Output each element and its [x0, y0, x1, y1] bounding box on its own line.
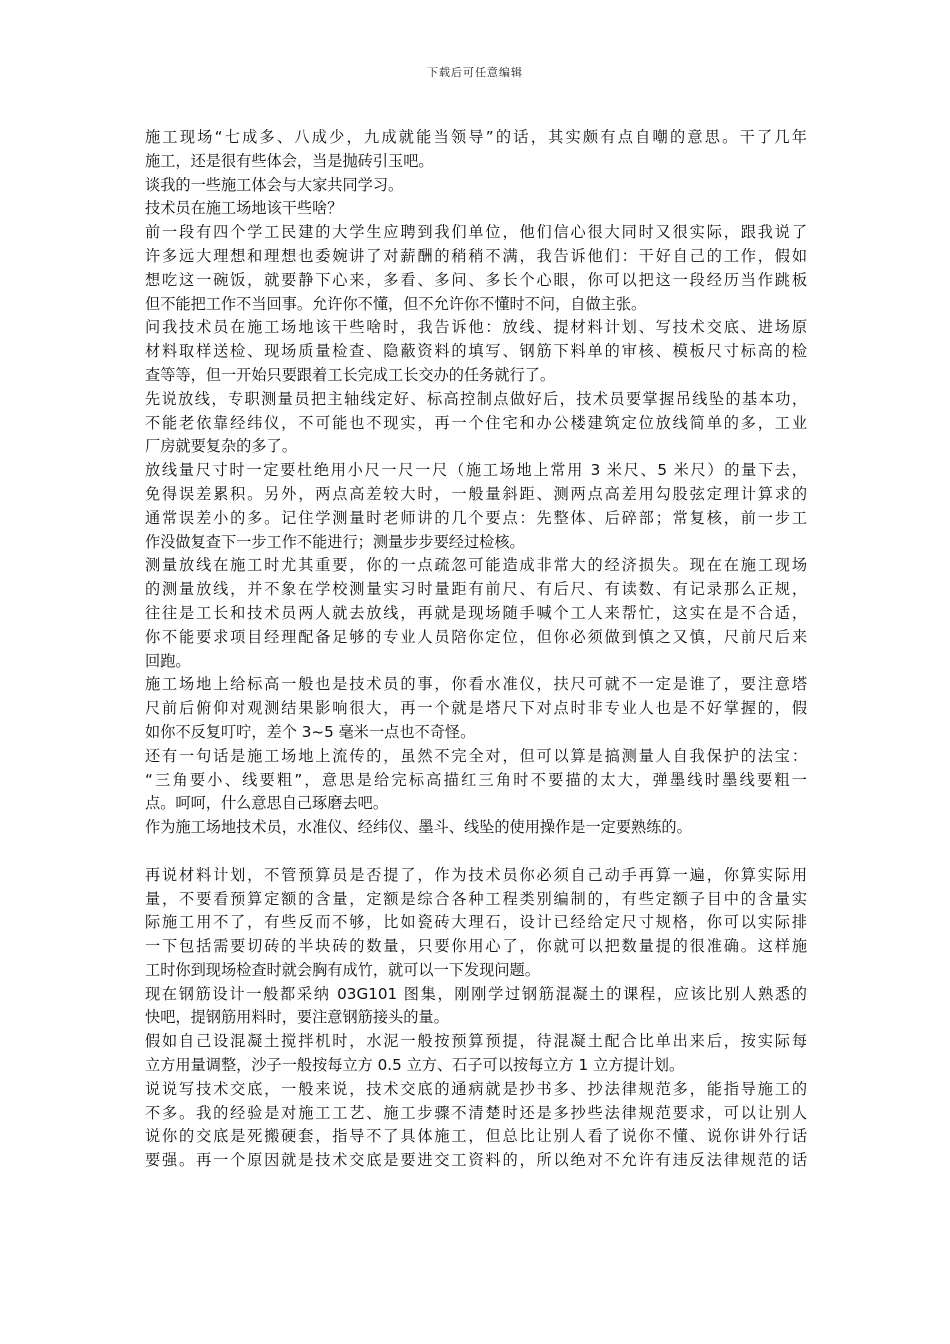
text-line: 作没做复查下一步工作不能进行；测量步步要经过检核。	[145, 532, 525, 551]
text-line: 问我技术员在施工场地该干些啥时，我告诉他：放线、提材料计划、写技术交底、进场原	[145, 318, 807, 337]
document-body	[145, 126, 807, 1173]
page-header: 下载后可任意编辑	[427, 66, 523, 79]
text-line: 不能老依靠经纬仪，不可能也不现实，再一个住宅和办公楼建筑定位放线简单的多，工业	[145, 413, 807, 432]
text-line: 往往是工长和技术员两人就去放线，再就是现场随手喊个工人来帮忙，这实在是不合适，	[145, 603, 807, 622]
text-line: 但不能把工作不当回事。允许你不懂，但不允许你不懂时不问，自做主张。	[145, 294, 647, 313]
text-line: 放线量尺寸时一定要杜绝用小尺一尺一尺（施工场地上常用 3 米尺、5 米尺）的量下去，	[145, 461, 807, 480]
text-line: 快吧，提钢筋用料时，要注意钢筋接头的量。	[145, 1008, 449, 1027]
text-line: 查等等，但一开始只要跟着工长完成工长交办的任务就行了。	[145, 365, 556, 384]
text-line: 假如自己设混凝土搅拌机时，水泥一般按预算预提，待混凝土配合比单出来后，按实际每	[145, 1032, 807, 1051]
text-line: 先说放线，专职测量员把主轴线定好、标高控制点做好后，技术员要掌握吊线坠的基本功，	[145, 389, 807, 408]
text-line: 许多远大理想和理想也委婉讲了对薪酬的稍稍不满，我告诉他们：干好自己的工作，假如	[145, 246, 807, 265]
text-line	[145, 840, 807, 864]
text-line: 如你不反复叮咛，差个 3~5 毫米一点也不奇怪。	[145, 722, 476, 741]
text-line: 的测量放线，并不象在学校测量实习时量距有前尺、有后尺、有读数、有记录那么正规，	[145, 580, 807, 599]
text-line: “三角要小、线要粗”，意思是给完标高描红三角时不要描的太大，弹墨线时墨线要粗一	[145, 770, 807, 789]
text-line: 回跑。	[145, 651, 191, 670]
text-line: 尺前后俯仰对观测结果影响很大，再一个就是塔尺下对点时非专业人也是不好掌握的，假	[145, 699, 807, 718]
text-line: 谈我的一些施工体会与大家共同学习。	[145, 175, 404, 194]
text-line: 免得误差累积。另外，两点高差较大时，一般量斜距、测两点高差用勾股弦定理计算求的	[145, 484, 807, 503]
text-line: 通常误差小的多。记住学测量时老师讲的几个要点：先整体、后碎部；常复核，前一步工	[145, 508, 807, 527]
text-line: 还有一句话是施工场地上流传的，虽然不完全对，但可以算是搞测量人自我保护的法宝：	[145, 746, 807, 765]
text-line: 施工，还是很有些体会，当是抛砖引玉吧。	[145, 151, 434, 170]
text-line: 厂房就要复杂的多了。	[145, 437, 297, 456]
text-line: 再说材料计划，不管预算员是否提了，作为技术员你必须自己动手再算一遍，你算实际用	[145, 865, 807, 884]
text-line: 测量放线在施工时尤其重要，你的一点疏忽可能造成非常大的经济损失。现在在施工现场	[145, 556, 807, 575]
text-line: 施工场地上给标高一般也是技术员的事，你看水准仪，扶尺可就不一定是谁了，要注意塔	[145, 675, 807, 694]
text-line: 现在钢筋设计一般都采纳 03G101 图集，刚刚学过钢筋混凝土的课程，应该比别人熟悉的	[145, 984, 807, 1003]
text-line: 作为施工场地技术员，水准仪、经纬仪、墨斗、线坠的使用操作是一定要熟练的。	[145, 818, 692, 837]
text-line: 工时你到现场检查时就会胸有成竹，就可以一下发现问题。	[145, 960, 540, 979]
text-line: 前一段有四个学工民建的大学生应聘到我们单位，他们信心很大同时又很实际，跟我说了	[145, 223, 807, 242]
text-line: 说你的交底是死搬硬套，指导不了具体施工，但总比让别人看了说你不懂、说你讲外行话	[145, 1127, 807, 1146]
text-line: 点。呵呵，什么意思自己琢磨去吧。	[145, 794, 388, 813]
text-line: 要强。再一个原因就是技术交底是要进交工资料的，所以绝对不允许有违反法律规范的话	[145, 1151, 807, 1170]
text-line: 立方用量调整，沙子一般按每立方 0.5 立方、石子可以按每立方 1 立方提计划。	[145, 1056, 685, 1075]
text-line: 材料取样送检、现场质量检查、隐蔽资料的填写、钢筋下料单的审核、模板尺寸标高的检	[145, 342, 807, 361]
text-line: 际施工用不了，有些反而不够，比如瓷砖大理石，设计已经给定尺寸规格，你可以实际排	[145, 913, 807, 932]
text-line: 说说写技术交底，一般来说，技术交底的通病就是抄书多、抄法律规范多，能指导施工的	[145, 1079, 807, 1098]
text-line: 你不能要求项目经理配备足够的专业人员陪你定位，但你必须做到慎之又慎，尺前尺后来	[145, 627, 807, 646]
text-line: 技术员在施工场地该干些啥？	[145, 199, 343, 218]
text-line: 量，不要看预算定额的含量，定额是综合各种工程类别编制的，有些定额子目中的含量实	[145, 889, 807, 908]
text-line: 想吃这一碗饭，就要静下心来，多看、多问、多长个心眼，你可以把这一段经历当作跳板	[145, 270, 807, 289]
text-line: 一下包括需要切砖的半块砖的数量，只要你用心了，你就可以把数量提的很准确。这样施	[145, 937, 807, 956]
text-line: 施工现场“七成多、八成少，九成就能当领导”的话，其实颇有点自嘲的意思。干了几年	[145, 128, 807, 146]
text-line: 不多。我的经验是对施工工艺、施工步骤不清楚时还是多抄些法律规范要求，可以让别人	[145, 1103, 807, 1122]
